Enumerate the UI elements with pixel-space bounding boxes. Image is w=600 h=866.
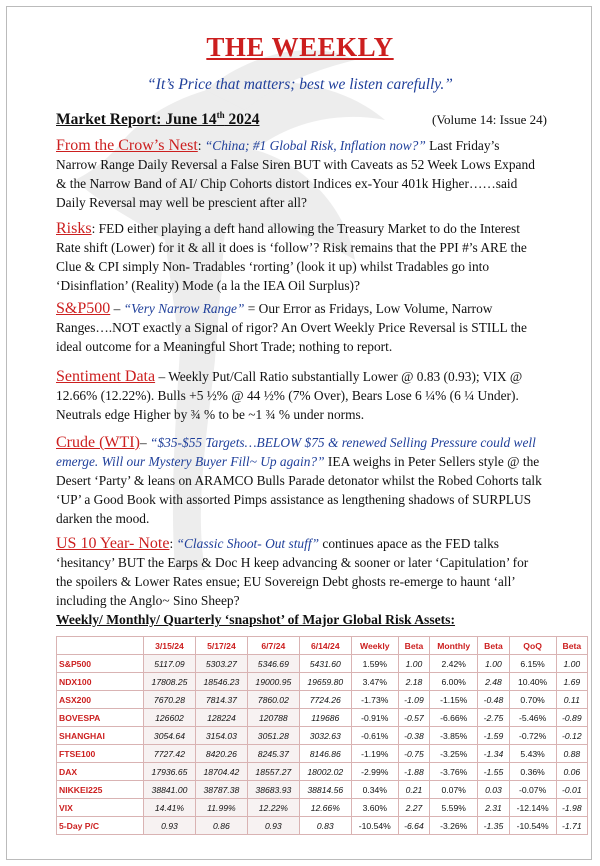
table-cell: -3.76% xyxy=(430,763,478,781)
table-cell: -6.64 xyxy=(398,817,429,835)
table-cell: 7814.37 xyxy=(195,691,247,709)
table-cell: 1.00 xyxy=(398,655,429,673)
table-cell: 8146.86 xyxy=(299,745,351,763)
asset-name-cell: BOVESPA xyxy=(57,709,144,727)
table-cell: -0.72% xyxy=(509,727,556,745)
volume-issue: (Volume 14: Issue 24) xyxy=(432,112,547,127)
table-cell: 5346.69 xyxy=(247,655,299,673)
section-crows-nest xyxy=(56,136,542,212)
asset-name-cell: S&P500 xyxy=(57,655,144,673)
table-cell: -0.91% xyxy=(351,709,398,727)
table-cell: 2.31 xyxy=(478,799,509,817)
crude-sep: – xyxy=(139,435,151,450)
table-cell: 7727.42 xyxy=(144,745,196,763)
table-cell: 6.00% xyxy=(430,673,478,691)
table-cell: 12.66% xyxy=(299,799,351,817)
table-cell: -0.75 xyxy=(398,745,429,763)
asset-name-cell: NIKKEI225 xyxy=(57,781,144,799)
table-cell: 6.15% xyxy=(509,655,556,673)
column-header: 5/17/24 xyxy=(195,637,247,655)
column-header: Beta xyxy=(478,637,509,655)
report-date-prefix: Market Report: June 14 xyxy=(56,111,217,129)
table-cell: -2.75 xyxy=(478,709,509,727)
table-cell: -0.57 xyxy=(398,709,429,727)
table-cell: -5.46% xyxy=(509,709,556,727)
asset-name-cell: 5-Day P/C xyxy=(57,817,144,835)
table-cell: 2.42% xyxy=(430,655,478,673)
table-cell: 1.69 xyxy=(556,673,587,691)
table-cell: -3.25% xyxy=(430,745,478,763)
table-cell: 38814.56 xyxy=(299,781,351,799)
table-cell: 2.18 xyxy=(398,673,429,691)
asset-name-cell: ASX200 xyxy=(57,691,144,709)
table-cell: -1.71 xyxy=(556,817,587,835)
table-row xyxy=(57,727,588,745)
column-header: QoQ xyxy=(509,637,556,655)
asset-name-cell: FTSE100 xyxy=(57,745,144,763)
snapshot-table xyxy=(56,636,588,835)
table-cell: -1.09 xyxy=(398,691,429,709)
risks-heading: Risks xyxy=(56,220,92,237)
report-date-suffix: th xyxy=(216,110,225,120)
table-cell: 38683.93 xyxy=(247,781,299,799)
table-cell: -1.73% xyxy=(351,691,398,709)
table-cell: -1.34 xyxy=(478,745,509,763)
crude-text: IEA weighs in Peter Sellers style @ the Desert ‘Party’ & leans on ARAMCO Bulls Parade detonator whilst the Robed Cohorts talk ‘UP’ a Good Book with assorted Pimps assistance as lengthening shadows of SURPLUS darken the mood. xyxy=(56,454,542,526)
table-cell: -0.12 xyxy=(556,727,587,745)
table-cell: 2.27 xyxy=(398,799,429,817)
table-row xyxy=(57,709,588,727)
table-cell: 14.41% xyxy=(144,799,196,817)
table-cell: -10.54% xyxy=(509,817,556,835)
table-cell: 119686 xyxy=(299,709,351,727)
table-cell: -10.54% xyxy=(351,817,398,835)
crows-nest-sep: : xyxy=(197,138,205,153)
table-cell: 0.06 xyxy=(556,763,587,781)
table-cell: -1.19% xyxy=(351,745,398,763)
sp500-text: = Our Error as Fridays, Low Volume, Narrow Ranges….NOT exactly a Signal of rigor? An Overt Weekly Price Reversal is STILL the ideal outcome for a Meaningful Short Trade; nothing to report. xyxy=(56,301,527,354)
table-cell: -0.48 xyxy=(478,691,509,709)
asset-name-cell: VIX xyxy=(57,799,144,817)
table-cell: 120788 xyxy=(247,709,299,727)
table-cell: -1.59 xyxy=(478,727,509,745)
table-cell: 3051.28 xyxy=(247,727,299,745)
table-cell: -1.88 xyxy=(398,763,429,781)
column-header xyxy=(57,637,144,655)
asset-name-cell: DAX xyxy=(57,763,144,781)
table-cell: 3154.03 xyxy=(195,727,247,745)
table-header-row xyxy=(57,637,588,655)
table-cell: 10.40% xyxy=(509,673,556,691)
table-cell: -0.61% xyxy=(351,727,398,745)
asset-name-cell: SHANGHAI xyxy=(57,727,144,745)
table-cell: 1.59% xyxy=(351,655,398,673)
table-cell: 19659.80 xyxy=(299,673,351,691)
section-sp500 xyxy=(56,299,542,356)
table-row xyxy=(57,763,588,781)
table-cell: 5431.60 xyxy=(299,655,351,673)
column-header: 6/14/24 xyxy=(299,637,351,655)
crows-nest-quote: “China; #1 Global Risk, Inflation now?” xyxy=(204,138,426,153)
sp500-quote: “Very Narrow Range” xyxy=(123,301,245,316)
report-date xyxy=(56,110,259,129)
table-row xyxy=(57,745,588,763)
table-row xyxy=(57,655,588,673)
column-header: Monthly xyxy=(430,637,478,655)
table-cell: 128224 xyxy=(195,709,247,727)
table-cell: 38841.00 xyxy=(144,781,196,799)
section-risks xyxy=(56,219,542,295)
table-cell: -0.01 xyxy=(556,781,587,799)
us10-sep: : xyxy=(169,536,177,551)
table-cell: 18557.27 xyxy=(247,763,299,781)
tagline: “It’s Price that matters; best we listen carefully.” xyxy=(147,76,453,93)
table-cell: 3.60% xyxy=(351,799,398,817)
table-cell: 3032.63 xyxy=(299,727,351,745)
table-row xyxy=(57,691,588,709)
table-cell: 11.99% xyxy=(195,799,247,817)
table-cell: 18546.23 xyxy=(195,673,247,691)
table-cell: 12.22% xyxy=(247,799,299,817)
asset-name-cell: NDX100 xyxy=(57,673,144,691)
sp500-heading: S&P500 xyxy=(56,300,111,317)
table-cell: 0.03 xyxy=(478,781,509,799)
table-cell: -1.55 xyxy=(478,763,509,781)
table-cell: 0.07% xyxy=(430,781,478,799)
table-row xyxy=(57,673,588,691)
crude-heading: Crude (WTI) xyxy=(56,434,140,451)
table-cell: -6.66% xyxy=(430,709,478,727)
table-cell: 0.21 xyxy=(398,781,429,799)
snapshot-table-title: Weekly/ Monthly/ Quarterly ‘snapshot’ of Major Global Risk Assets: xyxy=(56,612,456,627)
table-cell: 7670.28 xyxy=(144,691,196,709)
sentiment-heading: Sentiment Data xyxy=(56,368,156,385)
table-cell: 18002.02 xyxy=(299,763,351,781)
table-cell: 5.43% xyxy=(509,745,556,763)
us10-text: continues apace as the FED talks ‘hesitancy’ BUT the Earps & Doc H keep advancing & sooner or later ‘Capitulation’ for the spoilers & Lower Rates ensue; EU Sovereign Debt ghosts re-emerge to haunt ‘all’ including the Anglo~ Sino Sheep? xyxy=(56,536,529,608)
table-cell: 5117.09 xyxy=(144,655,196,673)
table-cell: 19000.95 xyxy=(247,673,299,691)
table-cell: -0.89 xyxy=(556,709,587,727)
table-cell: 0.34% xyxy=(351,781,398,799)
table-cell: 3.47% xyxy=(351,673,398,691)
crows-nest-heading: From the Crow’s Nest xyxy=(56,137,198,154)
table-cell: 8245.37 xyxy=(247,745,299,763)
table-cell: 0.11 xyxy=(556,691,587,709)
table-cell: -1.98 xyxy=(556,799,587,817)
table-row xyxy=(57,799,588,817)
table-cell: 0.93 xyxy=(247,817,299,835)
table-cell: 7860.02 xyxy=(247,691,299,709)
table-cell: 0.36% xyxy=(509,763,556,781)
us10-quote: “Classic Shoot- Out stuff” xyxy=(176,536,320,551)
column-header: 6/7/24 xyxy=(247,637,299,655)
section-crude xyxy=(56,433,542,528)
section-sentiment xyxy=(56,367,542,424)
table-cell: 1.00 xyxy=(478,655,509,673)
crows-nest-text: Last Friday’s Narrow Range Daily Reversal a False Siren BUT with Caveats as 52 Week Lows Expand & the Narrow Band of AI/ Chip Cohorts distort Indices ex-Your 401k Higher……said Daily Reversal may well be prescient after all? xyxy=(56,138,535,210)
table-cell: 5.59% xyxy=(430,799,478,817)
table-cell: 17936.65 xyxy=(144,763,196,781)
table-cell: -1.35 xyxy=(478,817,509,835)
table-cell: -0.07% xyxy=(509,781,556,799)
table-row xyxy=(57,817,588,835)
table-cell: -0.38 xyxy=(398,727,429,745)
column-header: 3/15/24 xyxy=(144,637,196,655)
sentiment-text: – Weekly Put/Call Ratio substantially Lower @ 0.83 (0.93); VIX @ 12.66% (12.22%). Bulls +5 ½% @ 44 ½% (7% Over), Bears Lose 6 ¼% (6 ¼ Under). Neutrals edge Higher by ¾ % to be ~1 ¾ % under norms. xyxy=(56,369,523,422)
table-cell: 0.88 xyxy=(556,745,587,763)
table-cell: 5303.27 xyxy=(195,655,247,673)
table-cell: 0.93 xyxy=(144,817,196,835)
table-cell: 126602 xyxy=(144,709,196,727)
sp500-sep: – xyxy=(110,301,124,316)
column-header: Beta xyxy=(556,637,587,655)
table-cell: 0.70% xyxy=(509,691,556,709)
table-cell: 0.83 xyxy=(299,817,351,835)
table-cell: -3.26% xyxy=(430,817,478,835)
us10-heading: US 10 Year- Note xyxy=(56,535,170,552)
table-cell: 7724.26 xyxy=(299,691,351,709)
column-header: Beta xyxy=(398,637,429,655)
table-cell: -2.99% xyxy=(351,763,398,781)
table-row xyxy=(57,781,588,799)
table-cell: 1.00 xyxy=(556,655,587,673)
table-cell: 8420.26 xyxy=(195,745,247,763)
table-cell: 2.48 xyxy=(478,673,509,691)
table-cell: -3.85% xyxy=(430,727,478,745)
section-us10 xyxy=(56,534,542,610)
table-cell: 38787.38 xyxy=(195,781,247,799)
table-cell: 3054.64 xyxy=(144,727,196,745)
column-header: Weekly xyxy=(351,637,398,655)
table-cell: -12.14% xyxy=(509,799,556,817)
table-cell: 17808.25 xyxy=(144,673,196,691)
table-cell: -1.15% xyxy=(430,691,478,709)
page-title: THE WEEKLY xyxy=(206,32,394,62)
report-date-year: 2024 xyxy=(224,111,260,129)
table-cell: 18704.42 xyxy=(195,763,247,781)
crude-quote: “$35-$55 Targets…BELOW $75 & renewed Selling Pressure could well emerge. Will our Mystery Buyer Fill~ Up again?” xyxy=(56,435,536,469)
risks-text: : FED either playing a deft hand allowing the Treasury Market to do the Interest Rate shift (Lower) for it & all it does is ‘follow’? Risk remains that the PPI #’s ARE the Clue & CPI simply Non- Tradables ‘rorting’ (look it up) whilst Tradables go into ‘Disinflation’ (Reality) Mode (a la the IEA Oil Surplus)? xyxy=(56,221,527,293)
table-cell: 0.86 xyxy=(195,817,247,835)
